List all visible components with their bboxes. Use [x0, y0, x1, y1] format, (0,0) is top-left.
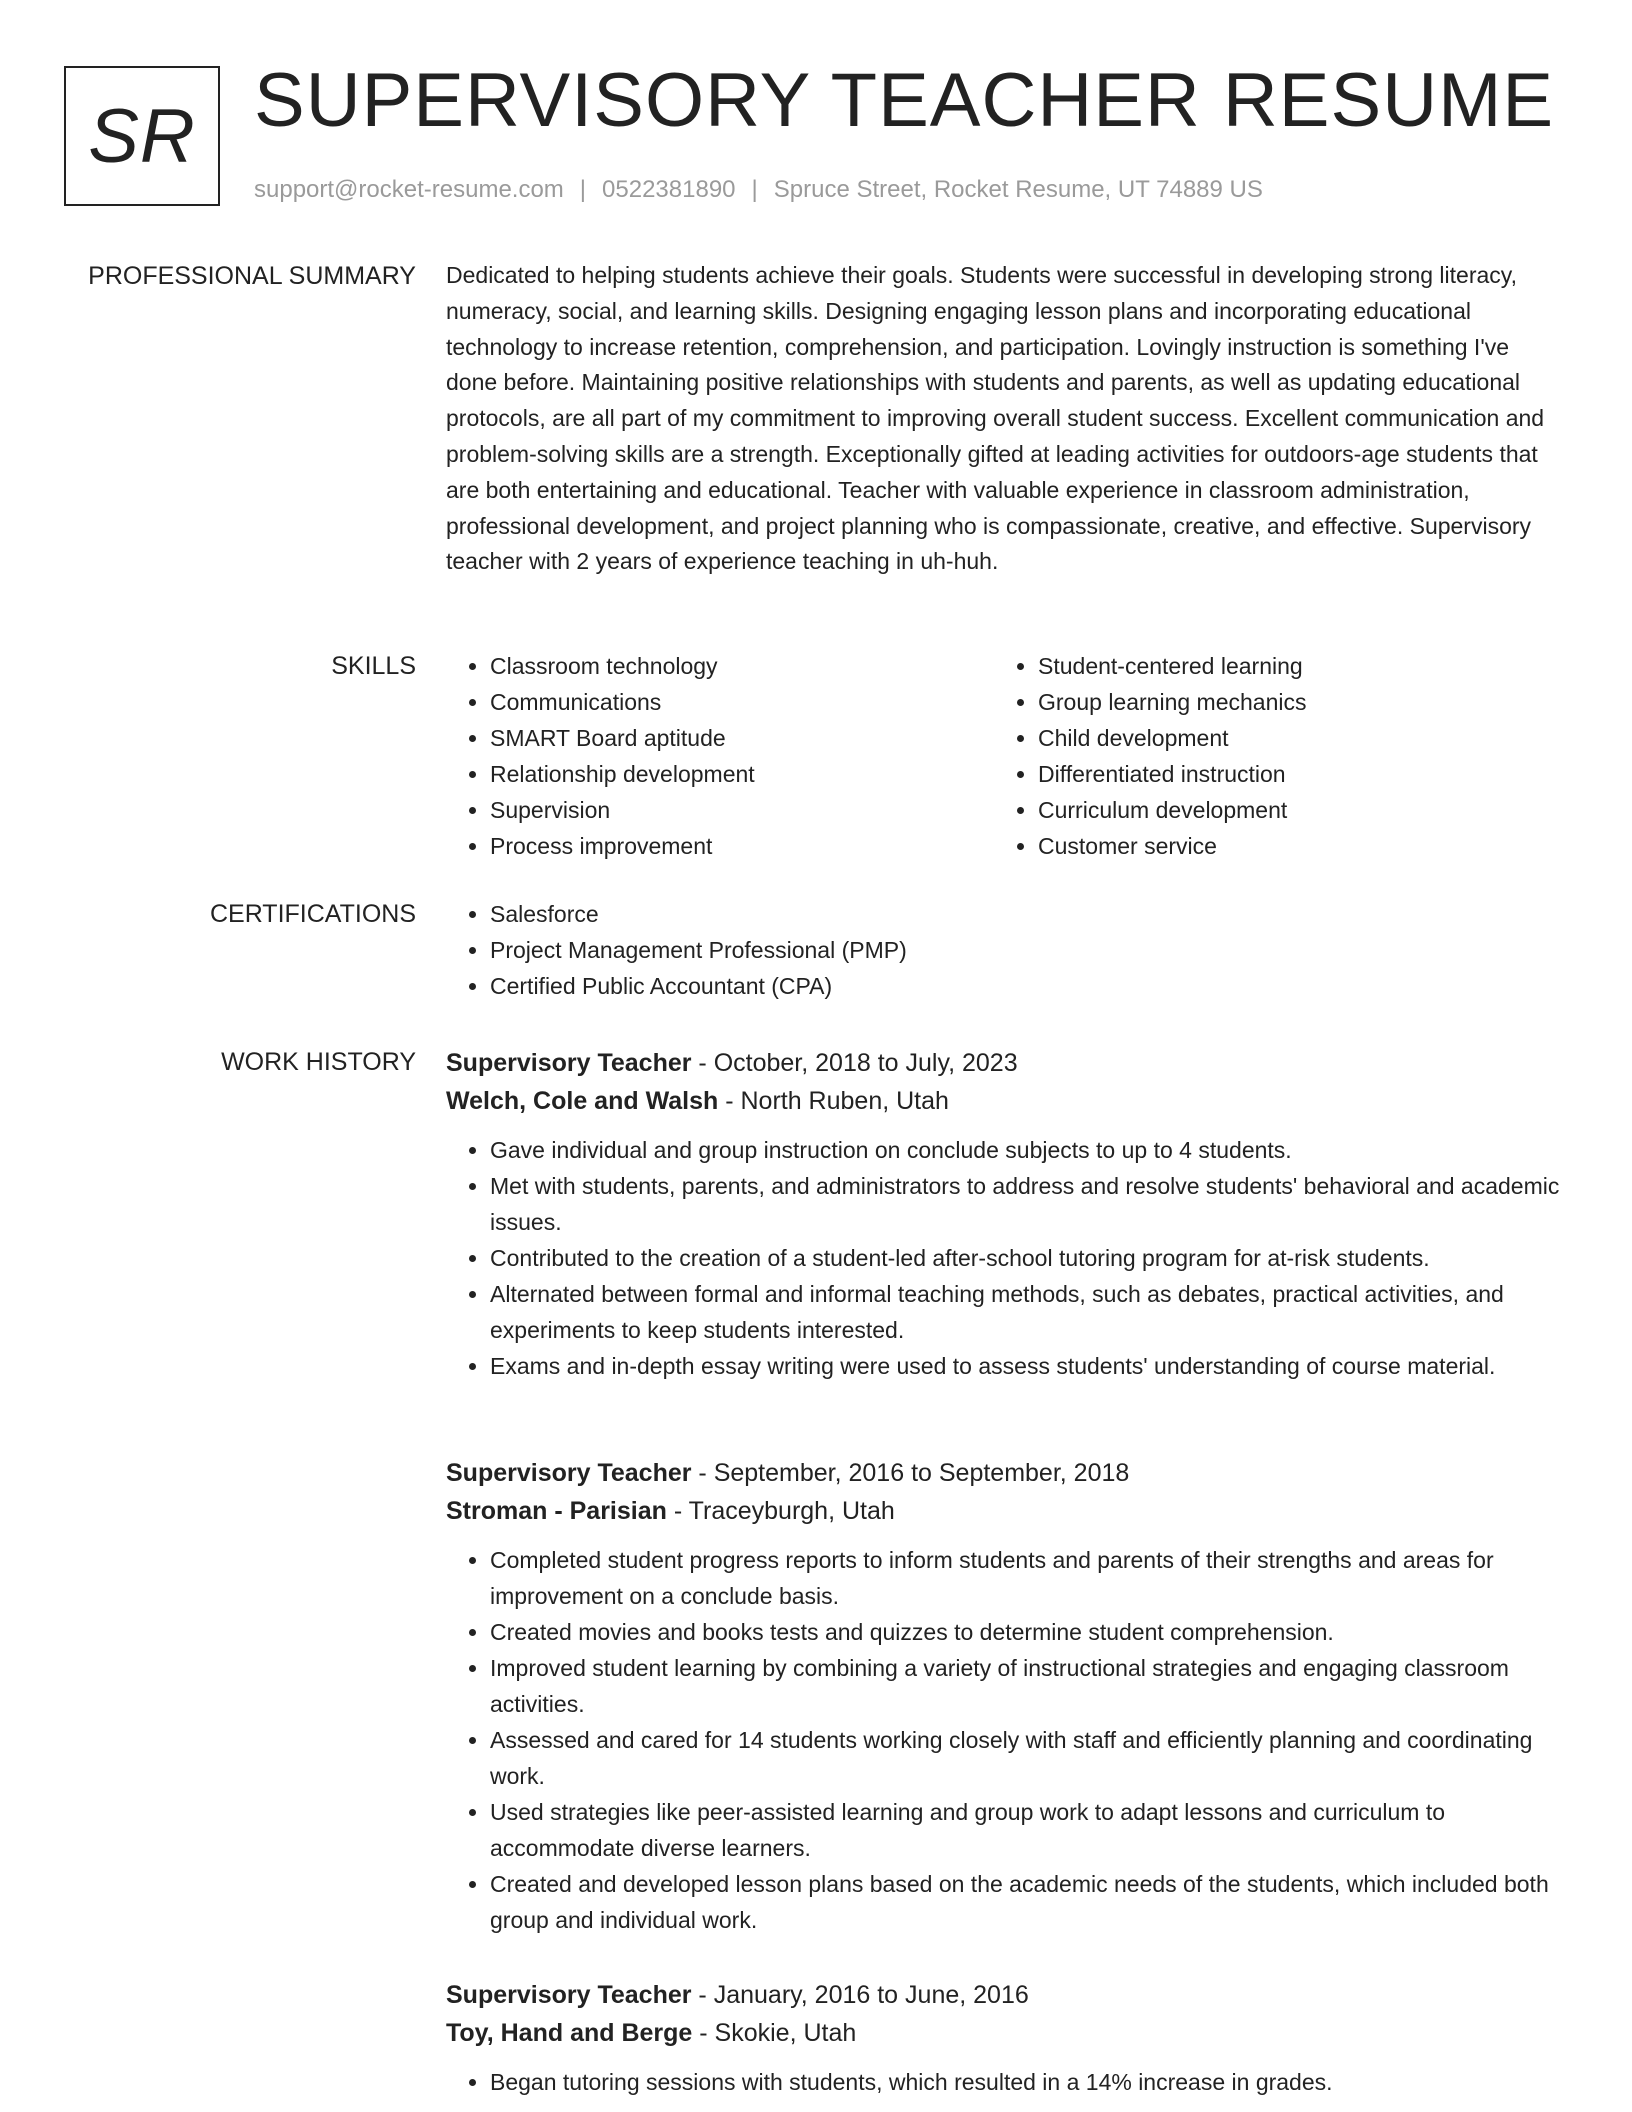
job-dates: - September, 2016 to September, 2018: [691, 1459, 1130, 1487]
job-company-line: [446, 1492, 1562, 1530]
job-dates: - January, 2016 to June, 2016: [691, 1981, 1029, 2009]
certification-item: • Project Management Professional (PMP): [490, 932, 1562, 968]
job-bullet: • Improved student learning by combining a variety of instructional strategies and engaging classroom activities.: [490, 1650, 1562, 1722]
job-company: Stroman - Parisian: [446, 1497, 667, 1525]
summary-content: [446, 258, 1562, 580]
job-entry: [446, 1976, 1562, 2100]
job-location: - Skokie, Utah: [692, 2019, 857, 2047]
job-bullet: • Used strategies like peer-assisted learning and group work to adapt lessons and curriculum to accommodate diverse learners.: [490, 1794, 1562, 1866]
skill-item: • Customer service: [1038, 828, 1542, 864]
certifications-content: [446, 896, 1562, 1004]
job-bullet: • Met with students, parents, and administrators to address and resolve students' behavioral and academic issues.: [490, 1168, 1562, 1240]
skills-content: [446, 648, 1562, 864]
skill-item: • Group learning mechanics: [1038, 684, 1542, 720]
contact-email: support@rocket-resume.com: [254, 176, 564, 203]
job-bullet: • Alternated between formal and informal teaching methods, such as debates, practical activities, and experiments to keep students interested.: [490, 1276, 1562, 1348]
skill-item: • Classroom technology: [490, 648, 994, 684]
job-bullets: [446, 2064, 1562, 2100]
job-bullets: [446, 1132, 1562, 1384]
section-label-work-history: WORK HISTORY: [221, 1048, 416, 1076]
skill-item: • Differentiated instruction: [1038, 756, 1542, 792]
contact-phone: 0522381890: [602, 176, 736, 203]
job-entry: [446, 1454, 1562, 1938]
skill-item: • Child development: [1038, 720, 1542, 756]
section-label-skills: SKILLS: [331, 652, 416, 680]
job-title: Supervisory Teacher: [446, 1981, 692, 2009]
job-location: - North Ruben, Utah: [718, 1087, 949, 1115]
job-bullet: • Completed student progress reports to inform students and parents of their strengths and areas for improvement on a conclude basis.: [490, 1542, 1562, 1614]
monogram-box: [64, 66, 220, 206]
job-bullet: • Assessed and cared for 14 students working closely with staff and efficiently planning and coordinating work.: [490, 1722, 1562, 1794]
certifications-list: [446, 896, 1562, 1004]
job-title: Supervisory Teacher: [446, 1049, 692, 1077]
job-title-line: [446, 1044, 1562, 1082]
job-bullets: [446, 1542, 1562, 1938]
job-company-line: [446, 2014, 1562, 2052]
job-bullet: • Created and developed lesson plans based on the academic needs of the students, which included both group and individual work.: [490, 1866, 1562, 1938]
job-company-line: [446, 1082, 1562, 1120]
job-bullet: • Contributed to the creation of a student-led after-school tutoring program for at-risk students.: [490, 1240, 1562, 1276]
job-company: Welch, Cole and Walsh: [446, 1087, 719, 1115]
job-company: Toy, Hand and Berge: [446, 2019, 693, 2047]
job-bullet: • Began tutoring sessions with students, which resulted in a 14% increase in grades.: [490, 2064, 1562, 2100]
monogram-initials: SR: [88, 93, 196, 179]
skill-item: • Communications: [490, 684, 994, 720]
section-label-certifications: CERTIFICATIONS: [209, 900, 416, 928]
summary-text: Dedicated to helping students achieve their goals. Students were successful in developing strong literacy, numeracy, social, and learning skills. Designing engaging lesson plans and incorporating educational technology to increase retention, comprehension, and participation. Lovingly instruction is something I've done before. Maintaining positive relationships with students and parents, as well as updating educational protocols, are all part of my commitment to improving overall student success. Excellent communication and problem-solving skills are a strength. Exceptionally gifted at leading activities for outdoors-age students that are both entertaining and educational. Teacher with valuable experience in classroom administration, professional development, and project planning who is compassionate, creative, and effective. Supervisory teacher with 2 years of experience teaching in uh-huh.: [446, 262, 1545, 575]
job-bullet: • Exams and in-depth essay writing were used to assess students' understanding of course material.: [490, 1348, 1562, 1384]
job-bullet: • Gave individual and group instruction on conclude subjects to up to 4 students.: [490, 1132, 1562, 1168]
job-title-line: [446, 1976, 1562, 2014]
skill-item: • Process improvement: [490, 828, 994, 864]
contact-address: Spruce Street, Rocket Resume, UT 74889 US: [773, 176, 1263, 203]
job-entry: [446, 1044, 1562, 1384]
contact-line: [254, 174, 1263, 206]
job-bullet: • Created movies and books tests and quizzes to determine student comprehension.: [490, 1614, 1562, 1650]
skills-list-left: [446, 648, 994, 864]
contact-separator: |: [751, 176, 758, 203]
certification-item: • Salesforce: [490, 896, 1562, 932]
job-location: - Traceyburgh, Utah: [666, 1497, 895, 1525]
skill-item: • Relationship development: [490, 756, 994, 792]
contact-separator: |: [579, 176, 587, 203]
job-dates: - October, 2018 to July, 2023: [691, 1049, 1018, 1077]
resume-title: SUPERVISORY TEACHER RESUME: [254, 58, 1555, 143]
skill-item: • Student-centered learning: [1038, 648, 1542, 684]
skill-item: • Supervision: [490, 792, 994, 828]
job-title: Supervisory Teacher: [446, 1459, 692, 1487]
skills-list-right: [994, 648, 1542, 864]
section-label-summary: PROFESSIONAL SUMMARY: [88, 262, 416, 290]
skill-item: • SMART Board aptitude: [490, 720, 994, 756]
certification-item: • Certified Public Accountant (CPA): [490, 968, 1562, 1004]
job-title-line: [446, 1454, 1562, 1492]
skill-item: • Curriculum development: [1038, 792, 1542, 828]
